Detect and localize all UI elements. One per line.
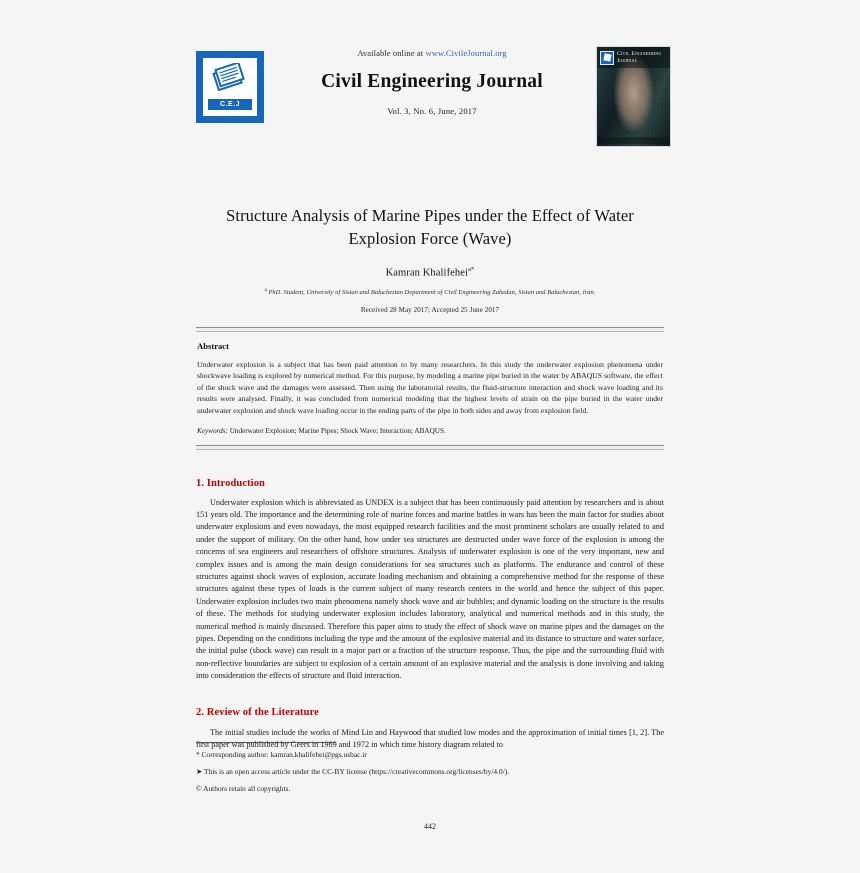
section-heading-review: 2. Review of the Literature — [196, 706, 319, 718]
cover-header — [597, 47, 670, 68]
keywords-value: Underwater Explosion; Marine Pipes; Shock Wave; Interaction; ABAQUS. — [227, 426, 446, 435]
keywords-line — [197, 426, 663, 436]
abstract-block — [196, 341, 664, 436]
abstract-bottom-rule — [196, 445, 664, 450]
masthead — [196, 42, 664, 152]
page-number: 442 — [424, 822, 436, 831]
affiliation-line — [196, 288, 664, 296]
affiliation-text: PhD. Student, University of Sistan and Baluchestan Department of Civil Engineering Zahedan, Sistan and Baluchestan, Iran. — [266, 288, 596, 296]
author-name: Kamran Khalifehei — [385, 267, 469, 279]
page-content — [196, 42, 664, 752]
received-accepted-line: Received 28 May 2017; Accepted 25 June 2017 — [360, 305, 500, 314]
cej-logo — [196, 51, 264, 123]
author-marks: a* — [468, 266, 475, 273]
section-body-introduction: Underwater explosion which is abbreviated as UNDEX is a subject that has been continuously paid attention by researchers and is about 151 years old. The importance and the determining role of marine forces and marine battles in wars has been the main factor for studies about underwater explosions and even nowadays, the most equipped research facilities and the most prominent scholars are usually related to and under the support of military. On the other hand, how under sea structures are destructed under wave force of the explosion is among the concerns of sea engineers and researchers of offshore structures. Analysis of underwater explosion is one of the very important, new and complex issues and is among the main design considerations for sea structures such as platforms. The endurance and control of these structures against shock waves of explosion, accurate loading mechanism and obtaining a comprehensive method for the response of these structures against these types of loads is the current subject of many research centers in the world and hence the subject of this paper. Underwater explosion includes two main phenomena namely shock wave and air bubbles; and dynamic loading on the structure is the results of these. The methods for studying underwater explosion includes laboratory, analytical and numerical methods and in this study, the numerical method is mainly discussed. Therefore this paper aims to study the effect of shock wave on marine pipes and the damages on the pipes. Depending on the conditions including the type and the amount of the explosive material and its distance to structure and water surface, the initial pulse (shock wave) can result in a major part or a fraction of the structure response. Thus, the pipe and the surrounding fluid with non-reflective boundaries are subject to explosion of a certain amount of an explosive material and the analysis is done involving and taking into consideration the effects of structure and fluid interaction. — [196, 497, 664, 681]
cover-title: Civil Engineering Journal — [617, 51, 662, 64]
footnote-block — [196, 742, 664, 794]
available-online-line — [282, 48, 582, 58]
journal-url-link[interactable]: www.CivileJournal.org — [425, 48, 507, 58]
title-block — [196, 204, 664, 314]
book-icon — [212, 63, 248, 96]
keywords-label: Keywords: — [197, 426, 228, 435]
paper-title: Structure Analysis of Marine Pipes under the Effect of Water Explosion Force (Wave) — [226, 206, 634, 248]
cover-logo-icon — [600, 51, 614, 65]
corresponding-author-note: * Corresponding author: kamran.khalifehei@pgs.usbac.ir — [196, 750, 367, 759]
available-online-label: Available online at — [357, 48, 426, 58]
masthead-center — [282, 42, 582, 116]
affiliation-mark: a — [264, 287, 267, 293]
abstract-body: Underwater explosion is a subject that has been paid attention to by many researchers. In this study the underwater explosion phenomena under shockwave loading is explored by numerical method. For this purpose, by modeling a marine pipe buried in the water by ABAQUS software, the effect of the shock wave and the damages were assessed. Then using the laboratorial results, the fluid-structure interaction and shock wave loading and its results were analysed. Finally, it was concluded from numerical modeling that the highest levels of strain on the pipe buried in the water under underwater explosion and shock wave loading occur in the ending parts of the pipe in both sides and away from explosion field. — [197, 359, 663, 415]
abstract-top-rule — [196, 327, 664, 332]
license-note: ➤ This is an open access article under the CC-BY license (https://creativecommons.org/licenses/by/4.0/). — [196, 767, 510, 776]
journal-title: Civil Engineering Journal — [321, 71, 543, 92]
cej-logo-band: C.E.J — [208, 99, 252, 110]
section-heading-introduction: 1. Introduction — [196, 477, 265, 489]
copyright-note: © Authors retain all copyrights. — [196, 784, 291, 793]
cover-footer-band — [597, 137, 670, 144]
author-line — [196, 266, 664, 279]
footnote-separator-rule — [196, 742, 336, 743]
cej-logo-inner — [203, 58, 257, 116]
volume-issue-line: Vol. 3, No. 6, June, 2017 — [387, 106, 477, 116]
journal-cover-thumbnail — [596, 46, 671, 147]
section-body-review: The initial studies include the works of Mind Lin and Haywood that studied low modes and the approximation of initial times [1, 2]. The first paper was published by Geers in 1969 and 1972 in which time history diagram related to — [196, 727, 664, 750]
abstract-heading: Abstract — [197, 340, 229, 351]
